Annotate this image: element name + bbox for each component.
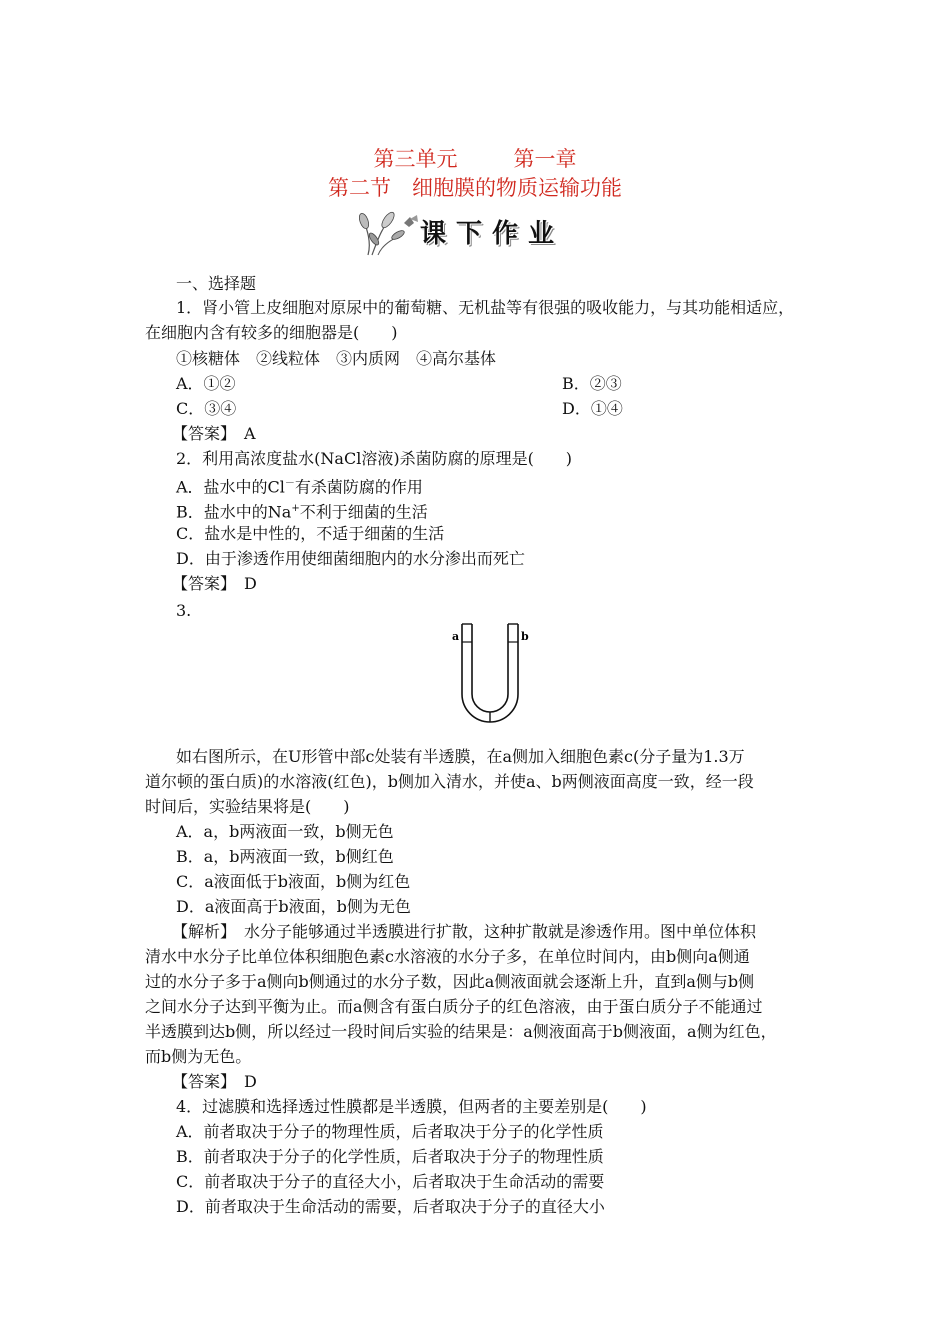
q2-stem: 2．利用高浓度盐水(NaCl溶液)杀菌防腐的原理是( )	[176, 449, 573, 468]
chapter-title: 第一章	[513, 147, 577, 171]
q3-answer: 【答案】 D	[172, 1072, 257, 1091]
q2-answer: 【答案】 D	[172, 574, 257, 593]
q3-explanation-line-2: 清水中水分子比单位体积细胞色素c水溶液的水分子多，在单位时间内，由b侧向a侧通	[145, 947, 750, 966]
q1-stem-line-2: 在细胞内含有较多的细胞器是( )	[145, 323, 398, 342]
plant-decoration-icon	[358, 205, 428, 257]
u-tube-figure	[450, 620, 530, 730]
q1-items: ①核糖体 ②线粒体 ③内质网 ④高尔基体	[176, 349, 497, 368]
q4-stem: 4．过滤膜和选择透过性膜都是半透膜，但两者的主要差别是( )	[176, 1097, 647, 1116]
q2-option-b: B．盐水中的Na+不利于细菌的生活	[176, 502, 428, 522]
q1-option-a: A．①②	[176, 374, 236, 393]
q2-option-d: D．由于渗透作用使细菌细胞内的水分渗出而死亡	[176, 549, 525, 568]
q4-option-a: A．前者取决于分子的物理性质，后者取决于分子的化学性质	[176, 1122, 604, 1141]
q1-option-b: B．②③	[562, 374, 622, 393]
q3-explanation-line-4: 之间水分子达到平衡为止。而a侧含有蛋白质分子的红色溶液，由于蛋白质分子不能通过	[145, 997, 763, 1016]
q1-stem-line-1: 1．肾小管上皮细胞对原尿中的葡萄糖、无机盐等有很强的吸收能力，与其功能相适应，	[176, 298, 795, 317]
tube-label-b: b	[521, 630, 529, 643]
q3-number: 3.	[176, 601, 192, 620]
q3-option-d: D．a液面高于b液面，b侧为无色	[176, 897, 411, 916]
q3-stem-line-1: 如右图所示，在U形管中部c处装有半透膜，在a侧加入细胞色素c(分子量为1.3万	[176, 747, 745, 766]
q3-explanation-line-6: 而b侧为无色。	[145, 1047, 252, 1066]
q1-answer: 【答案】 A	[172, 424, 256, 443]
unit-title: 第三单元	[373, 147, 458, 171]
q2-option-a: A．盐水中的Cl－有杀菌防腐的作用	[176, 477, 423, 497]
tube-label-a: a	[452, 630, 460, 643]
homework-banner	[358, 205, 568, 257]
q3-explanation-line-1: 【解析】 水分子能够通过半透膜进行扩散，这种扩散就是渗透作用。图中单位体积	[172, 922, 757, 941]
q3-option-a: A．a，b两液面一致，b侧无色	[176, 822, 394, 841]
q3-explanation-line-3: 过的水分子多于a侧向b侧通过的水分子数，因此a侧液面就会逐渐上升，直到a侧与b侧	[145, 972, 755, 991]
q3-stem-line-3: 时间后，实验结果将是( )	[145, 797, 350, 816]
banner-text: 课下作业	[420, 219, 565, 249]
q1-option-c: C．③④	[176, 399, 237, 418]
section-heading: 一、选择题	[176, 274, 257, 293]
q3-stem-line-2: 道尔顿的蛋白质)的水溶液(红色)，b侧加入清水，并使a、b两侧液面高度一致，经一段	[145, 772, 754, 791]
q4-option-b: B．前者取决于分子的化学性质，后者取决于分子的物理性质	[176, 1147, 604, 1166]
q2-option-c: C．盐水是中性的，不适于细菌的生活	[176, 524, 445, 543]
u-tube-diagram	[450, 620, 530, 730]
q3-option-b: B．a，b两液面一致，b侧红色	[176, 847, 394, 866]
q4-option-c: C．前者取决于分子的直径大小，后者取决于生命活动的需要	[176, 1172, 605, 1191]
q4-option-d: D．前者取决于生命活动的需要，后者取决于分子的直径大小	[176, 1197, 605, 1216]
title-line-1	[0, 143, 950, 173]
q1-option-d: D．①④	[562, 399, 623, 418]
q3-explanation-line-5: 半透膜到达b侧，所以经过一段时间后实验的结果是：a侧液面高于b侧液面，a侧为红色，	[145, 1022, 777, 1041]
q3-option-c: C．a液面低于b液面，b侧为红色	[176, 872, 411, 891]
section-title: 第二节 细胞膜的物质运输功能	[328, 176, 622, 200]
